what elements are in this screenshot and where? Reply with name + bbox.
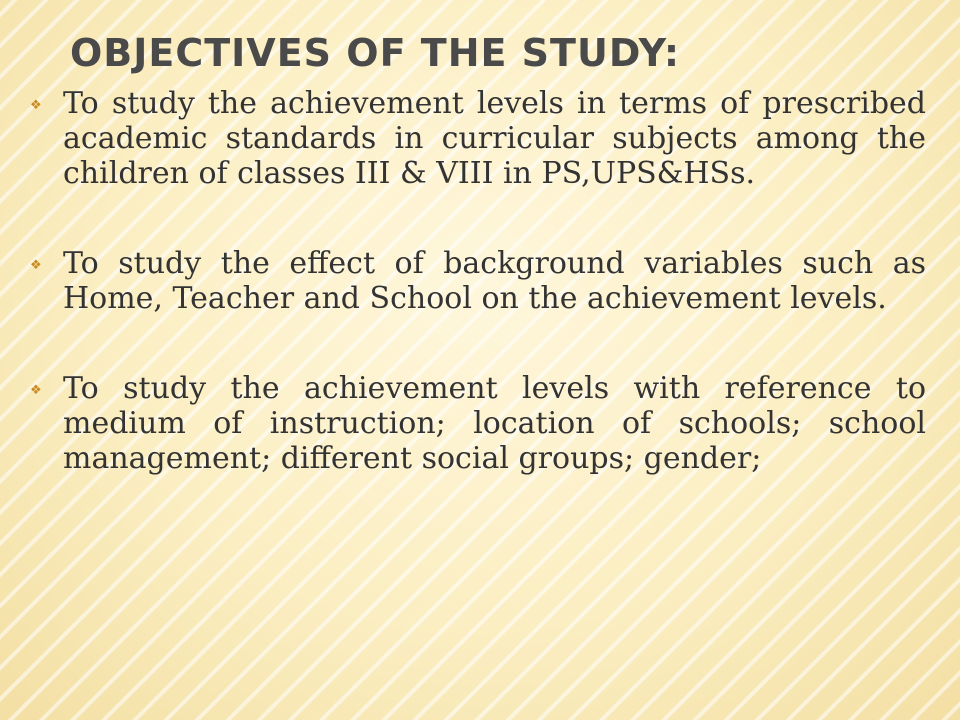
bullet-text: To study the achievement levels in terms of prescribed academic standards in curricular subjects among the children of classes III & VIII in PS,UPS&HSs. <box>63 86 926 191</box>
list-item <box>30 246 926 316</box>
bullet-text: To study the effect of background variables such as Home, Teacher and School on the achievement levels. <box>63 246 926 316</box>
list-item <box>30 371 926 476</box>
slide-title: OBJECTIVES OF THE STUDY: <box>70 31 681 75</box>
bullet-text: To study the achievement levels with reference to medium of instruction; location of schools; school management; different social groups; gender; <box>63 371 926 476</box>
diamond-bullet-icon: ❖ <box>30 383 42 398</box>
list-item <box>30 86 926 191</box>
diamond-bullet-icon: ❖ <box>30 98 42 113</box>
diamond-bullet-icon: ❖ <box>30 258 42 273</box>
objectives-list <box>30 86 926 476</box>
